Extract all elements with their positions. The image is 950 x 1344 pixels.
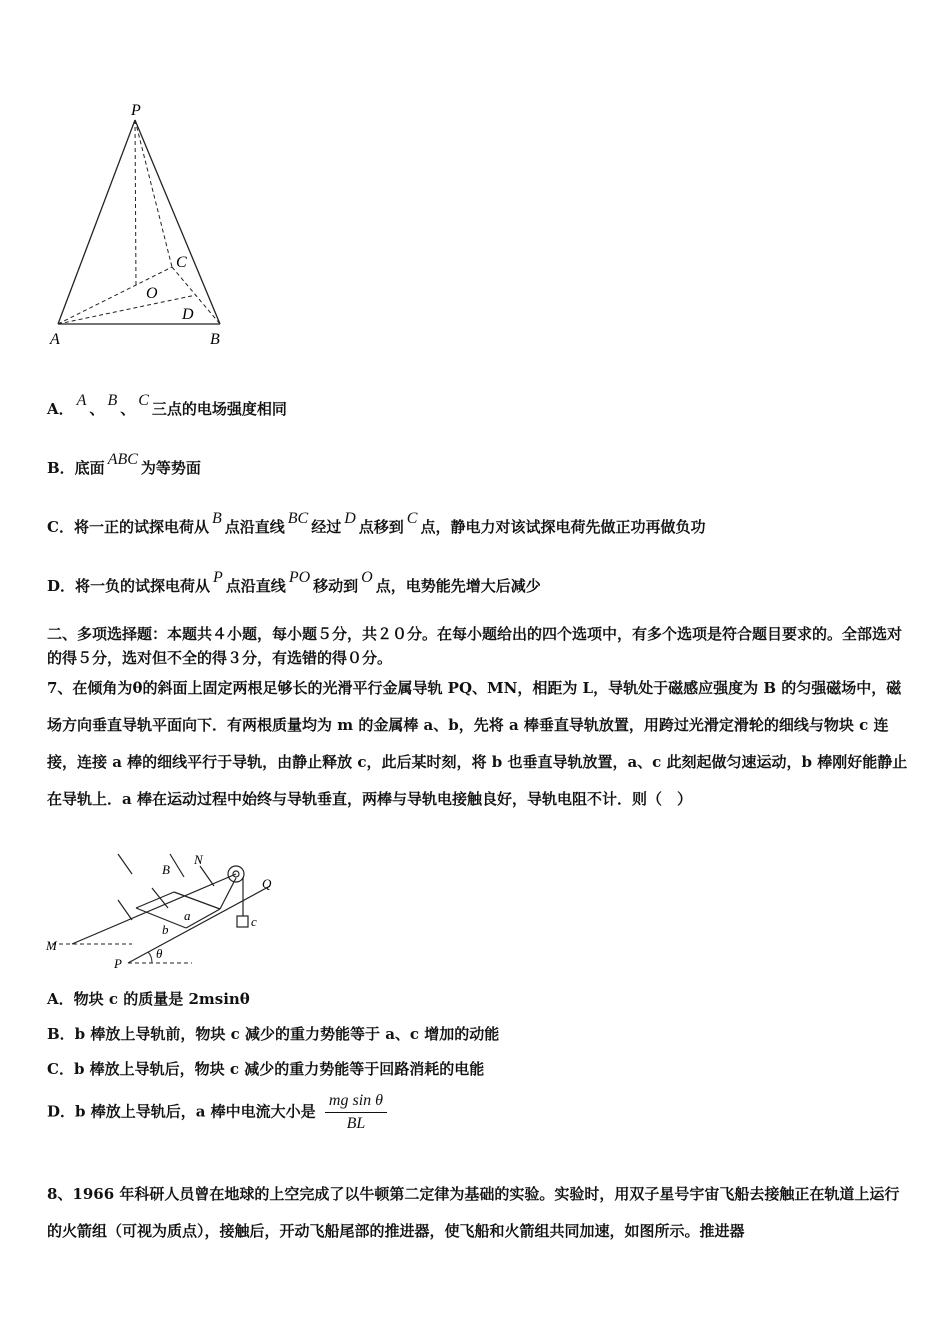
- rod-b: [136, 908, 186, 928]
- rail-pq: [128, 886, 270, 963]
- segment-ad: [58, 295, 196, 324]
- q6-option-c: C．将一正的试探电荷从 B 点沿直线 BC 经过 D 点移到 C 点，静电力对该试探电荷先做正功再做负功: [47, 510, 706, 536]
- label-b: B: [210, 331, 220, 348]
- angle-arc: [148, 952, 152, 963]
- q7-option-b: B．b 棒放上导轨前，物块 c 减少的重力势能等于 a、c 增加的动能: [47, 1025, 500, 1043]
- tetrahedron-figure: [40, 95, 250, 355]
- edge-pa: [58, 120, 135, 324]
- label-c: c: [251, 914, 257, 929]
- block-c: [237, 916, 248, 927]
- label-n: N: [194, 852, 203, 867]
- field-arrow-2: [170, 854, 184, 877]
- label-d: D: [182, 306, 194, 323]
- label-o: O: [146, 285, 158, 302]
- label-c: C: [176, 254, 187, 271]
- field-arrow-3: [118, 900, 132, 920]
- incline-rails-figure: [40, 852, 300, 977]
- field-arrow-4: [152, 888, 168, 908]
- field-arrow-5: [200, 866, 214, 886]
- rod-top-edge: [136, 892, 174, 908]
- rod-bottom-edge: [186, 909, 220, 928]
- edge-pc: [135, 120, 172, 267]
- rod-a: [174, 892, 220, 909]
- q7-option-c: C．b 棒放上导轨后，物块 c 减少的重力势能等于回路消耗的电能: [47, 1060, 485, 1078]
- q6-option-b: B．底面 ABC 为等势面: [47, 451, 201, 477]
- label-b-rod: b: [162, 922, 169, 937]
- thread: [220, 878, 236, 909]
- section-header: 二、多项选择题：本题共４小题，每小题５分，共２０分。在每小题给出的四个选项中，有多个选项是符合题目要求的。全部选对的得５分，选对但不全的得３分，有选错的得０分。: [47, 625, 903, 667]
- segment-po: [135, 120, 136, 288]
- q7-option-d: D．b 棒放上导轨后，a 棒中电流大小是 $\frac{\text{mg sin θ}}{BL}$: [47, 1092, 387, 1133]
- rail-mn: [72, 874, 236, 944]
- q7-option-a: A．物块 c 的质量是 2msinθ: [47, 990, 250, 1008]
- q6-option-a: A． A 、 B 、 C 三点的电场强度相同: [47, 392, 287, 418]
- label-p: P: [114, 956, 122, 971]
- q8-stem: 8、1966 年科研人员曾在地球的上空完成了以牛顿第二定律为基础的实验。实验时，用双子星号宇宙飞船去接触正在轨道上运行的火箭组（可视为质点），接触后，开动飞船尾部的推进器，使飞船和火箭组共同加速，如图所示。推进器: [47, 1185, 900, 1240]
- label-p: P: [131, 102, 141, 119]
- current-fraction: $\frac{\text{mg sin θ}}{BL}$: [325, 1092, 387, 1133]
- q6-option-d: D．将一负的试探电荷从 P 点沿直线 PO 移动到 O 点，电势能先增大后减少: [47, 569, 541, 595]
- label-m: M: [46, 938, 57, 953]
- label-a-rod: a: [184, 908, 191, 923]
- label-a: A: [50, 331, 60, 348]
- field-arrow-1: [118, 854, 132, 874]
- label-b-field: B: [162, 862, 170, 877]
- q7-stem: 7、在倾角为θ的斜面上固定两根足够长的光滑平行金属导轨 PQ、MN，相距为 L，导轨处于磁感应强度为 B 的匀强磁场中，磁场方向垂直导轨平面向下．有两根质量均为 m 的金属棒 a、b，先将 a 棒垂直导轨放置，用跨过光滑定滑轮的细线与物块 c 连接，连接 a 棒的细线平行于导轨，由静止释放 c，此后某时刻，将 b 也垂直导轨放置，a、c 此刻起做匀速运动，b 棒刚好能静止在导轨上．a 棒在运动过程中始终与导轨垂直，两棒与导轨电接触良好，导轨电阻不计．则（ ）: [47, 679, 908, 808]
- label-theta: θ: [156, 946, 163, 961]
- label-q: Q: [262, 876, 272, 891]
